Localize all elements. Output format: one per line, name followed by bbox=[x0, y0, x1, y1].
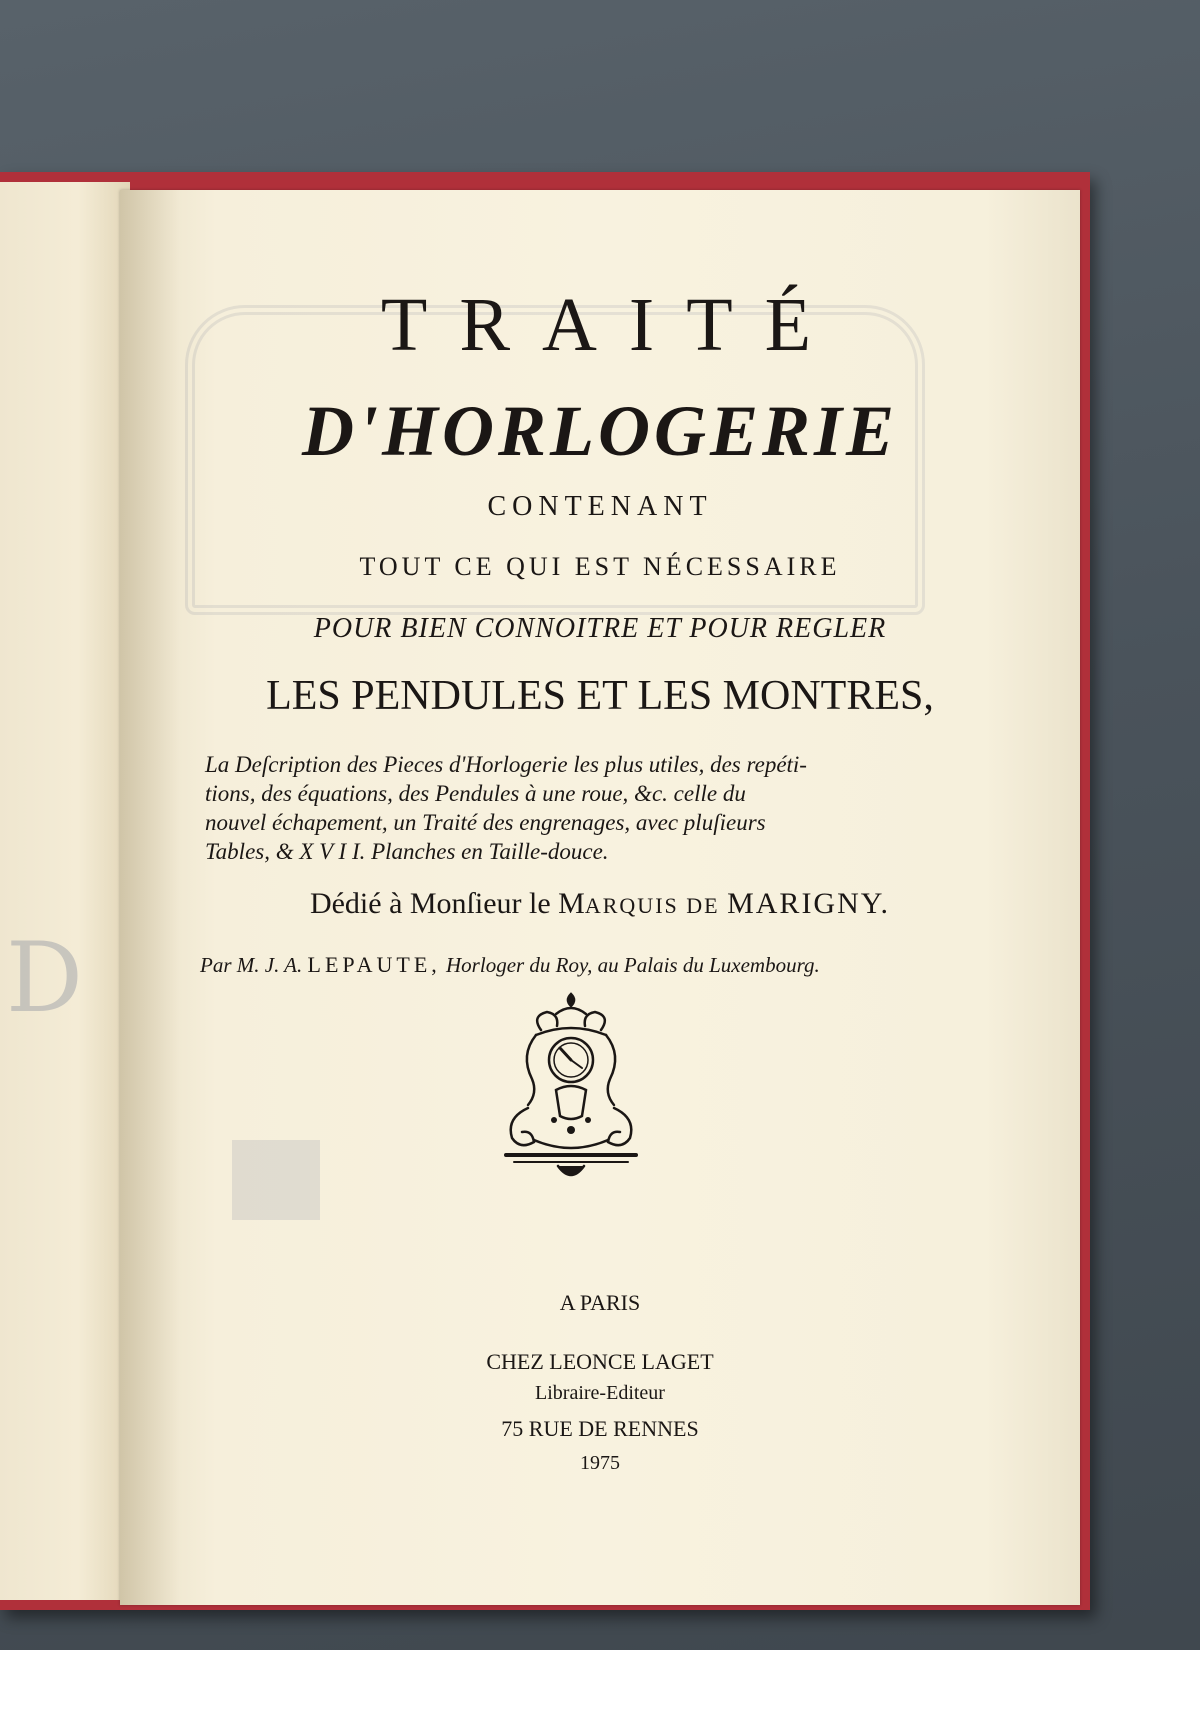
subtitle-contenant: CONTENANT bbox=[487, 491, 713, 522]
author-line bbox=[200, 952, 960, 978]
dedication bbox=[120, 887, 1080, 921]
description-block bbox=[205, 750, 950, 866]
dedication-smallcaps: ARQUIS DE bbox=[584, 893, 720, 918]
imprint-publisher: CHEZ LEONCE LAGET bbox=[486, 1349, 714, 1374]
bleed-through-drop-cap bbox=[232, 1140, 320, 1220]
description-line: La Deſcription des Pieces d'Horlogerie les plus utiles, des repéti- bbox=[205, 752, 807, 777]
bleed-through-letter: D bbox=[6, 922, 83, 1034]
left-page bbox=[0, 182, 130, 1600]
author-prefix: Par M. J. A. bbox=[200, 953, 303, 977]
title-line-2: D'HORLOGERIE bbox=[301, 391, 899, 471]
author-suffix: Horloger du Roy, au Palais du Luxembourg. bbox=[446, 953, 820, 977]
subtitle-necessaire: TOUT CE QUI EST NÉCESSAIRE bbox=[359, 552, 841, 581]
subtitle-regler: POUR BIEN CONNOITRE ET POUR REGLER bbox=[313, 613, 887, 644]
imprint-role: Libraire-Editeur bbox=[535, 1382, 665, 1404]
imprint-year: 1975 bbox=[580, 1452, 620, 1474]
description-line: Tables, & X V I I. Planches en Taille-douce. bbox=[205, 839, 609, 864]
ornamental-clock-icon bbox=[496, 990, 646, 1190]
description-line: nouvel échapement, un Traité des engrenages, avec pluſieurs bbox=[205, 810, 766, 835]
dedication-prefix: Dédié à Monſieur le M bbox=[309, 887, 585, 920]
title-line-1: TRAITÉ bbox=[380, 283, 844, 367]
imprint-city: A PARIS bbox=[559, 1290, 641, 1315]
subtitle-pendules: LES PENDULES ET LES MONTRES, bbox=[266, 673, 934, 719]
description-line: tions, des équations, des Pendules à une roue, &c. celle du bbox=[205, 781, 746, 806]
scan-margin bbox=[0, 1650, 1200, 1710]
imprint-address: 75 RUE DE RENNES bbox=[501, 1416, 699, 1441]
author-name: LEPAUTE, bbox=[307, 952, 441, 977]
dedication-name: MARIGNY. bbox=[727, 887, 891, 920]
